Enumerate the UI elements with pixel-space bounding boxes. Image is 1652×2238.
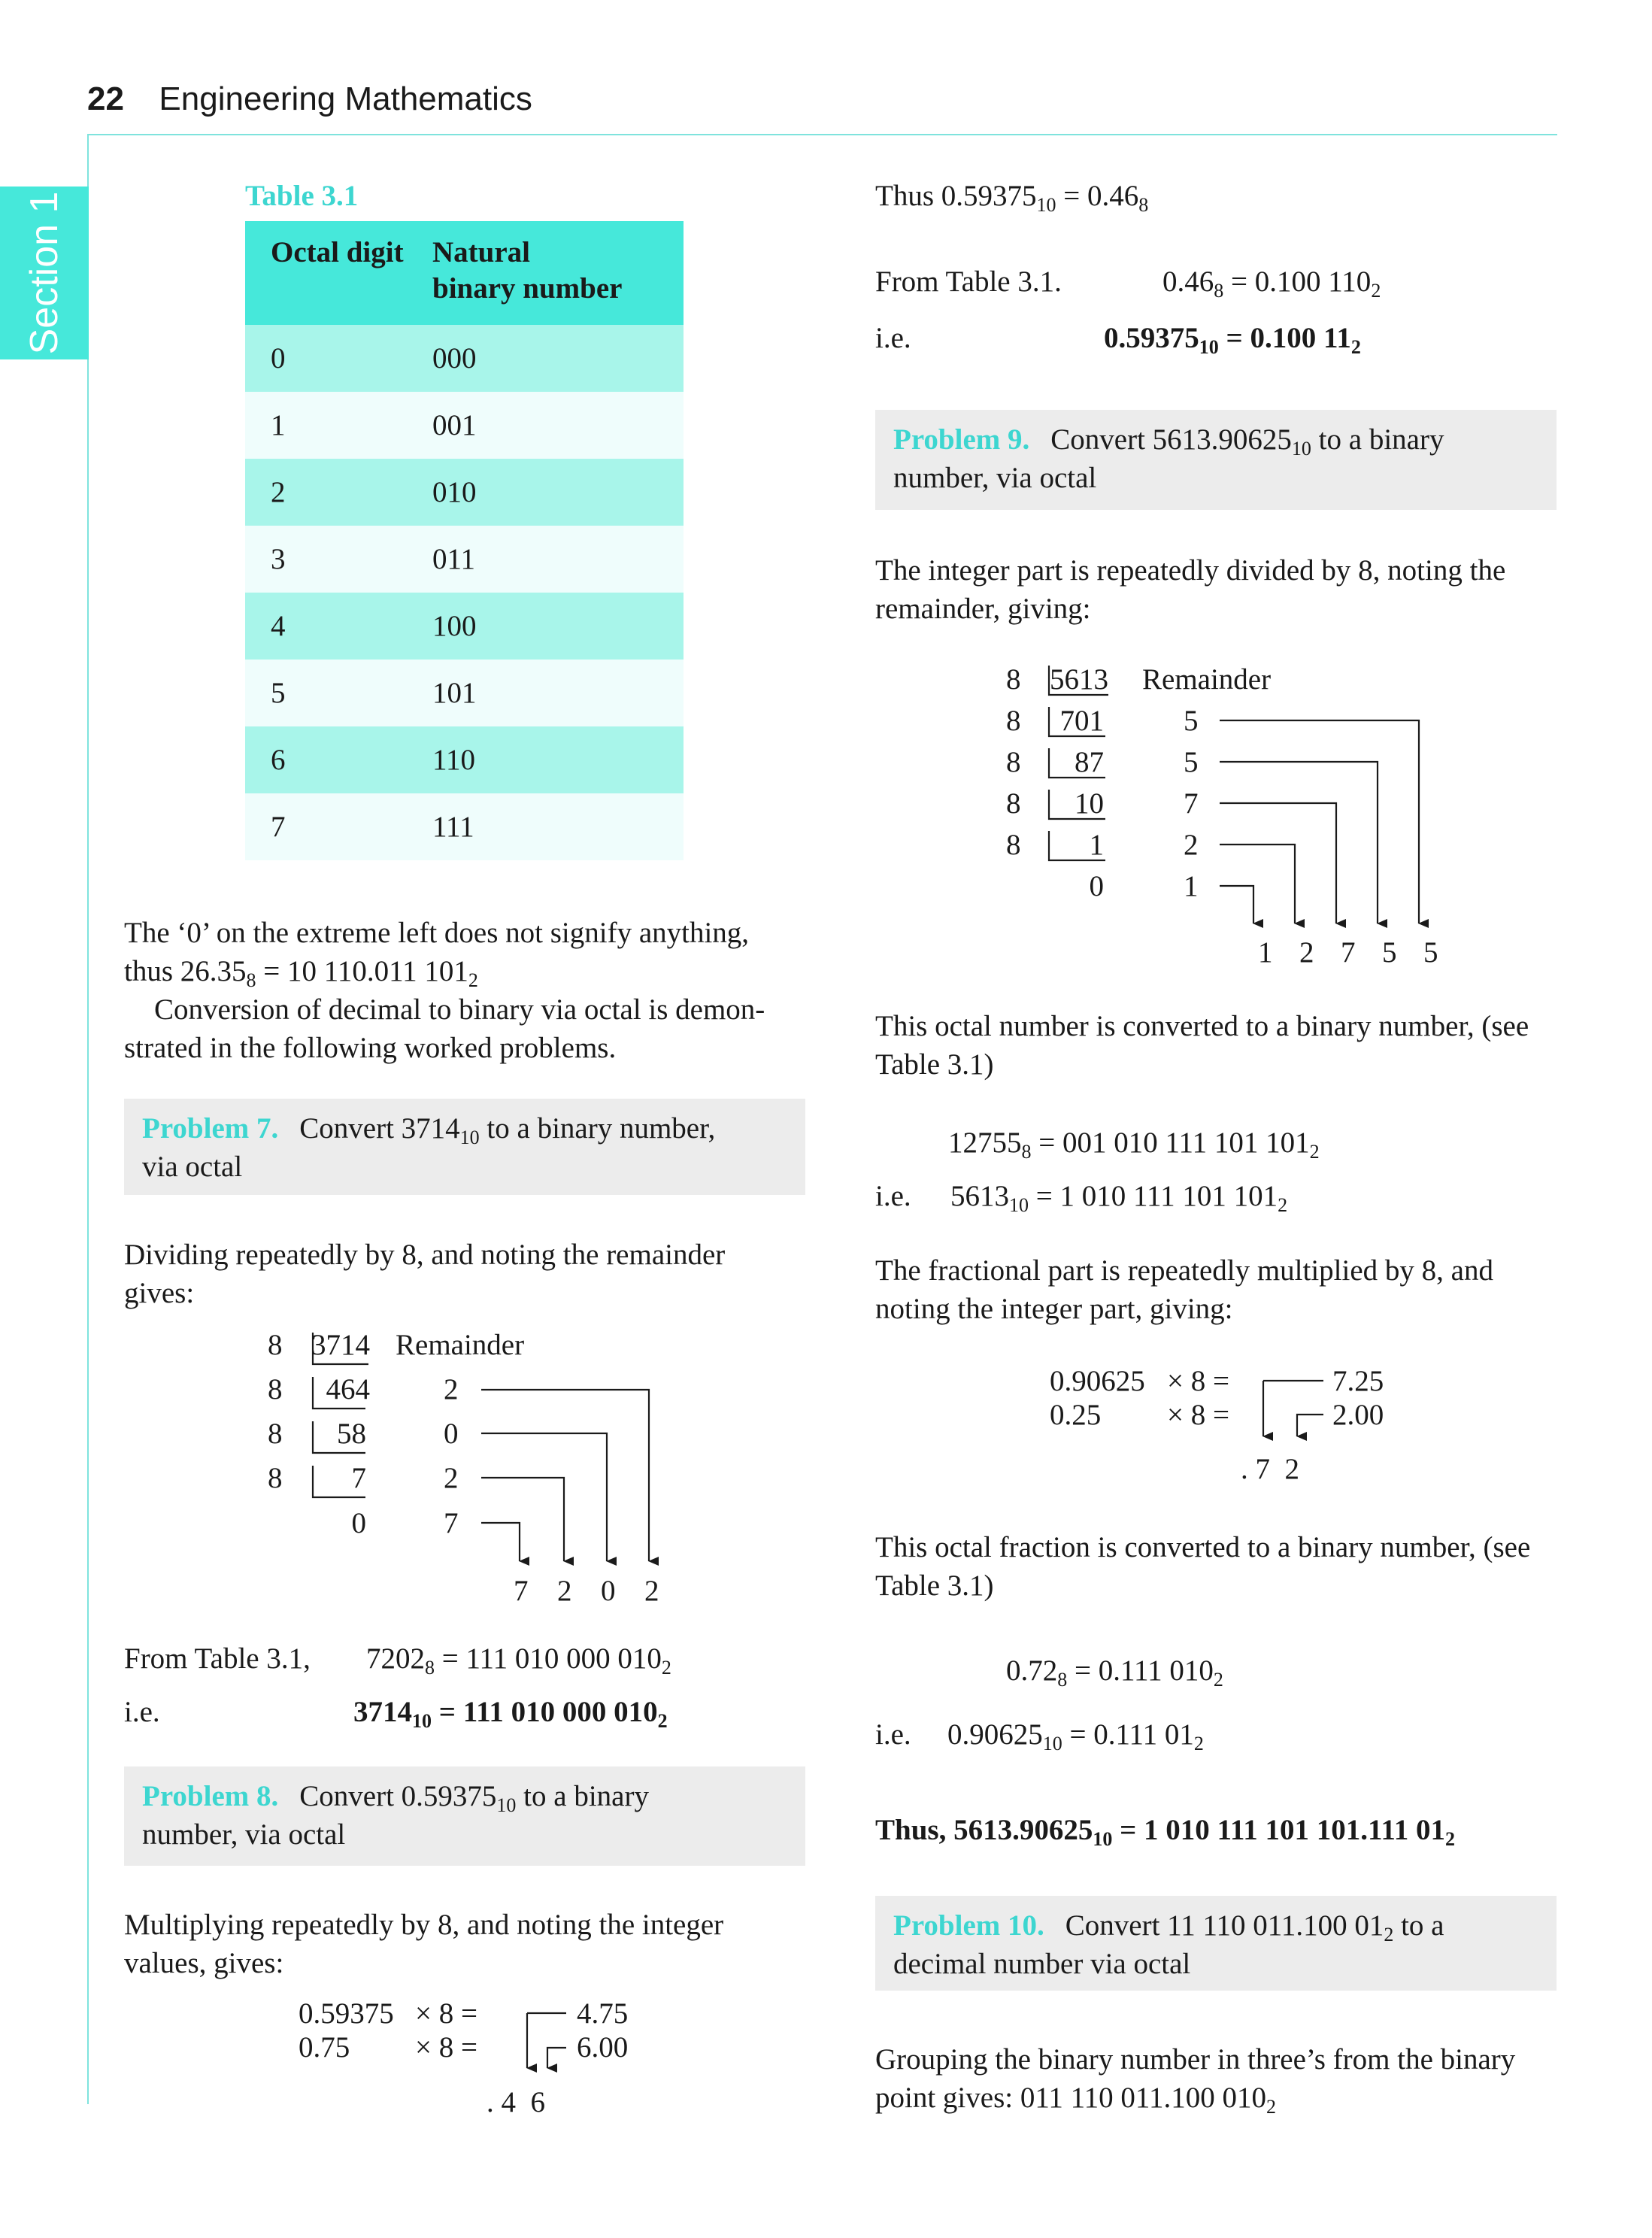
- table-header-binary-line2: binary number: [432, 272, 623, 305]
- table-header-binary-line1: Natural: [432, 236, 530, 268]
- text-line: strated in the following worked problems.: [124, 1032, 617, 1064]
- mul9-row2-right: 2.00: [1332, 1399, 1384, 1431]
- div7-arrow: [481, 1390, 649, 1561]
- div9-divisor: 8: [1006, 829, 1021, 861]
- problem-7-intro: Dividing repeatedly by 8, and noting the remainder gives:: [124, 1239, 726, 1309]
- table-caption: Table 3.1: [245, 180, 359, 212]
- div9-quotient: 1: [1089, 829, 1104, 861]
- div9-bracket: [1049, 790, 1105, 819]
- div9-quotient: 10: [1075, 787, 1104, 820]
- from-table-label: From Table 3.1.: [875, 265, 1062, 298]
- div7-result-digit: 7: [514, 1575, 529, 1607]
- div9-remainder: 5: [1184, 746, 1199, 778]
- from-table-equation: $0.46_8 = 0.100$ $110_2$: [1162, 265, 1381, 302]
- div9-divisor: 8: [1006, 663, 1021, 696]
- table-cell-octal: 2: [271, 475, 286, 508]
- page-number: 22: [87, 80, 124, 117]
- convert-octal-text: This octal number is converted to a binary number, (see Table 3.1): [875, 1010, 1529, 1081]
- problem-8-intro: Multiplying repeatedly by 8, and noting the integer values, gives:: [124, 1909, 724, 1979]
- div9-bracket: [1049, 666, 1108, 695]
- div9-quotient: 5613: [1050, 663, 1108, 696]
- mul8-row1-op: × 8 =: [415, 1997, 477, 2030]
- ie-label: i.e.: [875, 1718, 911, 1751]
- problem-7-box: Problem 7. Convert $3714_{10}$ to a binary number, via octal: [124, 1099, 805, 1195]
- problem-7-title: Problem 7.: [142, 1112, 279, 1145]
- eq-12755: $12755_8 = 001$ 010 111 101 $101_2$: [948, 1127, 1320, 1163]
- div9-divisor: 8: [1006, 705, 1021, 737]
- div9-bracket: [1049, 748, 1105, 778]
- div7-bracket: [313, 1421, 365, 1453]
- mul9-row1-right: 7.25: [1332, 1365, 1384, 1397]
- mul8-row2-left: 0.75: [299, 2031, 350, 2064]
- div9-remainder-label: Remainder: [1142, 663, 1272, 696]
- table-cell-binary: 000: [432, 341, 477, 375]
- div9-quotient: 701: [1059, 705, 1104, 737]
- div9-remainder: 5: [1184, 705, 1199, 737]
- mul9-row2-op: × 8 =: [1167, 1399, 1229, 1431]
- div7-divisor: 8: [268, 1418, 283, 1450]
- div7-bracket: [313, 1377, 365, 1409]
- table-cell-binary: 011: [432, 542, 476, 575]
- table-cell-binary: 100: [432, 609, 477, 642]
- div9-bracket: [1049, 707, 1105, 736]
- div9-arrow: [1220, 762, 1378, 923]
- final-result: Thus, $5613.90625_{10} = 1$ 010 111 101 101.111 $01_2$: [875, 1814, 1455, 1850]
- div7-remainder-label: Remainder: [396, 1329, 525, 1361]
- p7-from-equation: $7202_8 = 111$ 010 000 $010_2$: [366, 1642, 671, 1679]
- problem-9-title: Problem 9.: [893, 423, 1030, 456]
- div7-remainder: 7: [444, 1507, 459, 1539]
- div7-result-digit: 2: [557, 1575, 572, 1607]
- div9-remainder: 7: [1184, 787, 1199, 820]
- mul8-row1-left: 0.59375: [299, 1997, 394, 2030]
- grouping-text: Grouping the binary number in three’s from the binary point gives: 011 110 011.100 $010_2$: [875, 2043, 1516, 2118]
- div9-divisor: 8: [1006, 746, 1021, 778]
- p7-result: $3714_{10} = 111$ 010 000 $010_2$: [353, 1696, 668, 1732]
- div9-remainder: 1: [1184, 870, 1199, 902]
- text-line: The ‘0’ on the extreme left does not signify anything,: [124, 917, 750, 949]
- table-cell-octal: 3: [271, 542, 286, 575]
- div7-divisor: 8: [268, 1462, 283, 1494]
- problem-9-intro: The integer part is repeatedly divided by 8, noting the remainder, giving:: [875, 554, 1506, 625]
- div9-remainder: 2: [1184, 829, 1199, 861]
- mul9-arrow: [1297, 1415, 1323, 1436]
- div9-arrow: [1220, 845, 1295, 923]
- div7-quotient: 3714: [311, 1329, 370, 1361]
- mul8-result: . 4 6: [487, 2086, 545, 2118]
- mul8-arrow: [547, 2048, 566, 2068]
- table-cell-binary: 101: [432, 676, 477, 709]
- table-cell-binary: 010: [432, 475, 477, 508]
- p8-result: $0.59375_{10} = 0.100$ $11_2$: [1104, 322, 1361, 358]
- table-cell-binary: 111: [432, 810, 474, 843]
- ie-label: i.e.: [875, 322, 911, 354]
- div9-bracket: [1049, 831, 1105, 860]
- div9-result-digit: 5: [1382, 936, 1397, 969]
- div7-arrow: [481, 1523, 520, 1561]
- div9-arrow: [1220, 886, 1253, 923]
- div7-bracket: [313, 1466, 365, 1497]
- table-cell-octal: 6: [271, 743, 286, 776]
- p7-ie: i.e.: [124, 1696, 160, 1728]
- div7-arrow: [481, 1478, 564, 1561]
- problem-10-box: Problem 10. Convert 11 110 011.100 $01_2$ to a decimal number via octal: [875, 1896, 1557, 1991]
- convert-fraction-text: This octal fraction is converted to a binary number, (see Table 3.1): [875, 1531, 1531, 1602]
- table-cell-octal: 0: [271, 341, 286, 375]
- table-cell-octal: 1: [271, 408, 286, 441]
- table-cell-binary: 001: [432, 408, 477, 441]
- div7-result-digit: 0: [601, 1575, 616, 1607]
- div7-remainder: 0: [444, 1418, 459, 1450]
- table-cell-octal: 4: [271, 609, 286, 642]
- table-cell-octal: 5: [271, 676, 286, 709]
- problem-9-box: Problem 9. Convert $5613.90625_{10}$ to a binary number, via octal: [875, 410, 1557, 510]
- div7-quotient: 58: [337, 1418, 366, 1450]
- book-title: Engineering Mathematics: [159, 80, 532, 117]
- problem-8-box: Problem 8. Convert $0.59375_{10}$ to a binary number, via octal: [124, 1766, 805, 1866]
- div7-remainder: 2: [444, 1462, 459, 1494]
- div7-quotient: 7: [351, 1462, 366, 1494]
- div7-remainder: 2: [444, 1373, 459, 1406]
- div7-arrow: [481, 1433, 607, 1561]
- div9-quotient: 87: [1075, 746, 1104, 778]
- table-cell-octal: 7: [271, 810, 286, 843]
- mul8-row2-right: 6.00: [577, 2031, 629, 2064]
- div7-divisor: 8: [268, 1373, 283, 1406]
- mul8-row1-right: 4.75: [577, 1997, 629, 2030]
- mul9-row2-left: 0.25: [1050, 1399, 1102, 1431]
- mul9-result: . 7 2: [1241, 1453, 1299, 1485]
- text-line: Conversion of decimal to binary via octal is demon-: [154, 993, 765, 1026]
- div9-arrow: [1220, 720, 1419, 923]
- eq-072: $0.72_8 = 0.111$ $010_2$: [1006, 1654, 1223, 1691]
- div9-arrow: [1220, 803, 1336, 923]
- div9-result-digit: 1: [1258, 936, 1273, 969]
- div7-bracket: [313, 1333, 368, 1364]
- div7-quotient: 0: [351, 1507, 366, 1539]
- p7-from-label: From Table 3.1,: [124, 1642, 311, 1675]
- section-tab-label: Section 1: [23, 191, 66, 355]
- ie-label: i.e.: [875, 1180, 911, 1212]
- div9-quotient: 0: [1089, 870, 1104, 902]
- div7-quotient: 464: [326, 1373, 370, 1406]
- eq-090625: $0.90625_{10} = 0.111$ $01_2$: [947, 1718, 1204, 1754]
- problem-8-title: Problem 8.: [142, 1780, 279, 1812]
- div9-divisor: 8: [1006, 787, 1021, 820]
- div9-result-digit: 5: [1423, 936, 1438, 969]
- mul9-row1-op: × 8 =: [1167, 1365, 1229, 1397]
- fractional-text: The fractional part is repeatedly multiplied by 8, and noting the integer part, giving:: [875, 1254, 1493, 1325]
- table-header-octal: Octal digit: [245, 221, 432, 325]
- div7-divisor: 8: [268, 1329, 283, 1361]
- mul9-row1-left: 0.90625: [1050, 1365, 1145, 1397]
- text-line: thus $26.35_8 = 10$ 110.011 $101_2$: [124, 955, 478, 991]
- thus-line: Thus $0.59375_{10} = 0.46_8$: [875, 180, 1149, 216]
- table-cell-binary: 110: [432, 743, 476, 776]
- mul8-row2-op: × 8 =: [415, 2031, 477, 2064]
- div7-result-digit: 2: [644, 1575, 659, 1607]
- problem-10-title: Problem 10.: [893, 1909, 1044, 1942]
- div9-result-digit: 7: [1341, 936, 1356, 969]
- div9-result-digit: 2: [1299, 936, 1314, 969]
- eq-5613: $5613_{10} = 1$ 010 111 101 $101_2$: [950, 1180, 1288, 1216]
